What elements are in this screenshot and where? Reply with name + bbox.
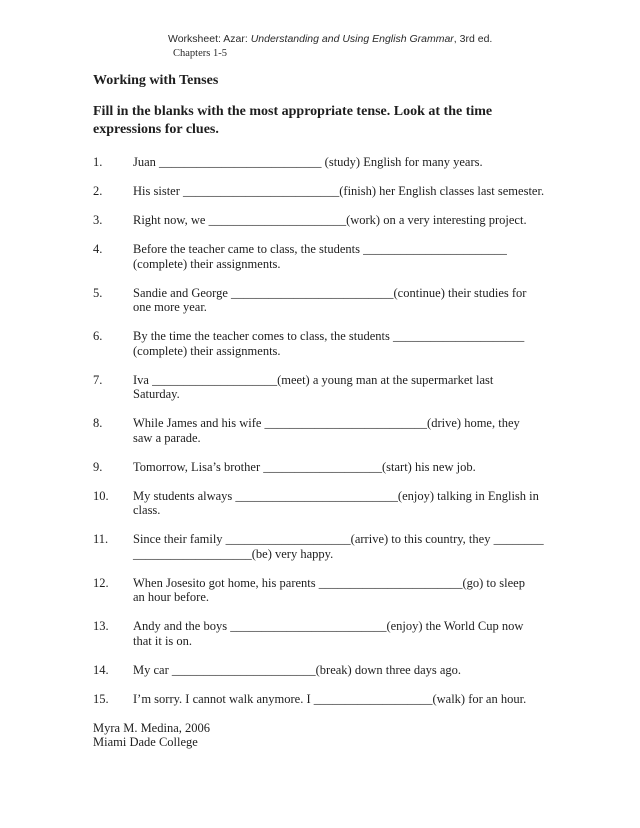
- header-source-suffix: , 3rd ed.: [453, 33, 493, 45]
- item-text: [133, 663, 602, 678]
- item-number: 11.: [93, 532, 109, 546]
- worksheet-item: [93, 373, 602, 402]
- instructions-line-1: Fill in the blanks with the most appropriate tense. Look at the time: [93, 104, 493, 119]
- item-line: saw a parade.: [133, 430, 201, 445]
- item-line: (complete) their assignments.: [133, 343, 281, 358]
- item-number: 1.: [93, 155, 103, 169]
- item-line: Saturday.: [133, 387, 180, 401]
- item-number: 13.: [93, 619, 109, 633]
- worksheet-item: [93, 532, 602, 561]
- worksheet-item: [93, 460, 602, 475]
- item-line: Andy and the boys _________________________(enjoy) the World Cup now: [133, 619, 524, 633]
- item-line: Since their family ____________________(arrive) to this country, they ________: [133, 532, 544, 546]
- worksheet-item: [93, 576, 602, 605]
- item-line: Juan __________________________ (study) English for many years.: [133, 155, 483, 169]
- item-line: Sandie and George __________________________(continue) their studies for: [133, 285, 527, 300]
- item-number: 7.: [93, 372, 103, 387]
- item-number: 10.: [93, 488, 109, 503]
- worksheet-item: [93, 416, 602, 445]
- item-text: [133, 489, 602, 518]
- item-line: Iva ____________________(meet) a young man at the supermarket last: [133, 372, 494, 387]
- item-number: 8.: [93, 416, 103, 430]
- item-text: [133, 692, 602, 707]
- document-footer: [93, 721, 602, 750]
- item-text: [133, 242, 602, 271]
- worksheet-item: [93, 692, 602, 707]
- item-line: ___________________(be) very happy.: [133, 546, 334, 561]
- worksheet-items: [93, 155, 602, 706]
- item-line: When Josesito got home, his parents _______________________(go) to sleep: [133, 575, 525, 590]
- item-text: [133, 286, 602, 315]
- item-text: [133, 532, 602, 561]
- item-number: 15.: [93, 691, 109, 706]
- worksheet-title: Working with Tenses: [93, 73, 219, 88]
- item-line: While James and his wife __________________________(drive) home, they: [133, 416, 520, 430]
- item-number: 3.: [93, 213, 103, 227]
- worksheet-item: [93, 663, 602, 678]
- item-line: class.: [133, 503, 161, 517]
- item-line: Right now, we ______________________(work) on a very interesting project.: [133, 213, 527, 227]
- footer-author-line: Myra M. Medina, 2006: [93, 720, 210, 735]
- item-number: 14.: [93, 662, 109, 677]
- worksheet-item: [93, 155, 602, 170]
- item-text: [133, 576, 602, 605]
- item-text: [133, 619, 602, 648]
- worksheet-item: [93, 619, 602, 648]
- item-text: [133, 460, 602, 475]
- item-line: My students always __________________________(enjoy) talking in English in: [133, 488, 539, 503]
- worksheet-instructions: [93, 103, 602, 139]
- item-line: His sister _________________________(finish) her English classes last semester.: [133, 184, 545, 198]
- header-source-prefix: Worksheet: Azar:: [168, 33, 251, 45]
- instructions-line-2: expressions for clues.: [93, 122, 219, 137]
- worksheet-item: [93, 329, 602, 358]
- item-line: Tomorrow, Lisa’s brother ___________________(start) his new job.: [133, 459, 476, 474]
- item-number: 5.: [93, 285, 103, 300]
- item-line: My car _______________________(break) down three days ago.: [133, 662, 462, 677]
- item-text: [133, 373, 602, 402]
- item-line: I’m sorry. I cannot walk anymore. I ___________________(walk) for an hour.: [133, 691, 527, 706]
- item-number: 2.: [93, 184, 103, 198]
- item-text: [133, 329, 602, 358]
- item-text: [133, 213, 602, 228]
- worksheet-item: [93, 286, 602, 315]
- item-line: an hour before.: [133, 590, 210, 604]
- item-line: Before the teacher came to class, the students _______________________: [133, 242, 507, 256]
- footer-institution-line: Miami Dade College: [93, 735, 198, 749]
- item-number: 6.: [93, 329, 103, 343]
- header-source-line: [168, 33, 602, 46]
- item-line: one more year.: [133, 300, 207, 314]
- item-line: By the time the teacher comes to class, the students _____________________: [133, 329, 525, 343]
- document-header: [168, 33, 602, 60]
- item-line: that it is on.: [133, 633, 193, 648]
- worksheet-item: [93, 184, 602, 199]
- item-line: (complete) their assignments.: [133, 256, 281, 271]
- item-text: [133, 155, 602, 170]
- worksheet-item: [93, 213, 602, 228]
- item-number: 9.: [93, 459, 103, 474]
- header-book-title: Understanding and Using English Grammar: [250, 33, 454, 45]
- item-number: 12.: [93, 575, 109, 590]
- item-number: 4.: [93, 242, 103, 256]
- worksheet-item: [93, 489, 602, 518]
- worksheet-item: [93, 242, 602, 271]
- item-text: [133, 416, 602, 445]
- header-chapters-line: Chapters 1-5: [173, 48, 227, 59]
- item-text: [133, 184, 602, 199]
